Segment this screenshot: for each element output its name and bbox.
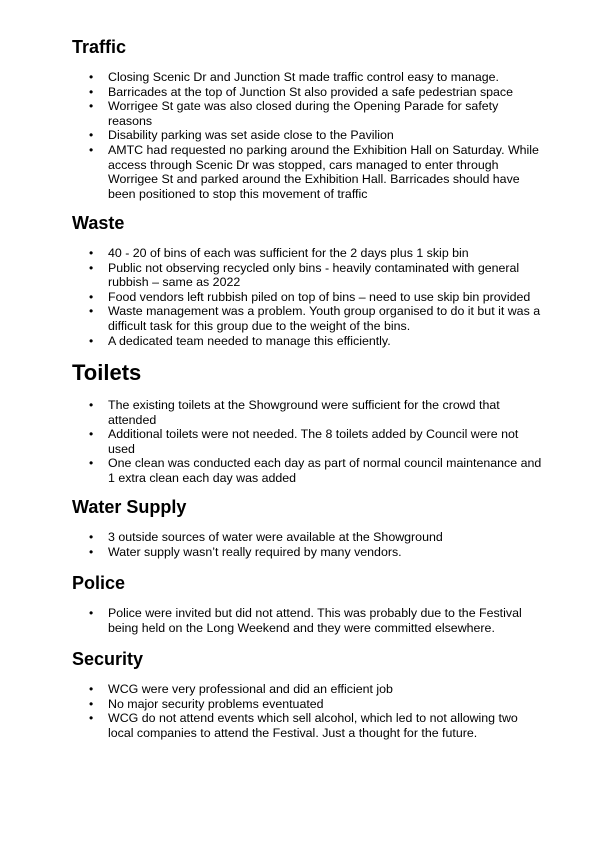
list-item-text: Disability parking was set aside close to the Pavilion [108,128,394,143]
list-item [72,304,542,333]
list-item [72,606,542,635]
bullet-icon: • [89,260,94,275]
bullet-icon: • [89,398,94,412]
bullet-list [72,70,542,201]
bullet-icon: • [89,84,94,99]
bullet-icon: • [89,246,94,260]
list-item [72,85,542,100]
bullet-icon: • [89,606,94,620]
list-item-text: The existing toilets at the Showground were sufficient for the crowd that attended [108,398,500,427]
list-item [72,128,542,143]
list-item-text: Public not observing recycled only bins - heavily contaminated with general rubbish – same as 2022 [108,260,520,290]
bullet-icon: • [89,99,94,114]
list-item-text: A dedicated team needed to manage this efficiently. [108,333,391,348]
list-item-text: WCG do not attend events which sell alcohol, which led to not allowing two local companies to attend the Festival. Just a thought for the future. [108,711,518,740]
bullet-icon: • [89,427,94,442]
list-item [72,334,542,349]
bullet-icon: • [89,289,94,304]
section-security [72,648,542,740]
bullet-icon: • [89,544,94,559]
bullet-list [72,530,542,559]
bullet-icon: • [89,456,94,471]
section-traffic [72,36,542,201]
list-item [72,711,542,740]
bullet-icon: • [89,711,94,726]
list-item-text: No major security problems eventuated [108,696,324,711]
list-item [72,246,542,261]
list-item-text: Food vendors left rubbish piled on top of bins – need to use skip bin provided [108,289,531,304]
list-item-text: Additional toilets were not needed. The 8 toilets added by Council were not used [108,427,519,456]
list-item [72,70,542,85]
bullet-list [72,682,542,740]
bullet-list [72,398,542,486]
list-item [72,261,542,290]
list-item [72,530,542,545]
list-item [72,398,542,427]
bullet-icon: • [89,696,94,711]
list-item-text: Water supply wasn’t really required by many vendors. [108,544,402,559]
bullet-icon: • [89,333,94,348]
list-item [72,99,542,128]
bullet-list [72,606,542,635]
list-item-text: One clean was conducted each day as part of normal council maintenance and 1 extra clean each day was added [108,456,542,485]
list-item [72,682,542,697]
list-item [72,697,542,712]
list-item-text: Barricades at the top of Junction St also provided a safe pedestrian space [108,84,514,99]
list-item-text: Closing Scenic Dr and Junction St made traffic control easy to manage. [108,70,499,84]
bullet-icon: • [89,70,94,84]
list-item-text: Worrigee St gate was also closed during the Opening Parade for safety reasons [108,99,499,128]
section-heading: Security [72,649,144,669]
list-item-text: 40 - 20 of bins of each was sufficient for the 2 days plus 1 skip bin [108,246,469,260]
bullet-list [72,246,542,348]
list-item [72,427,542,456]
list-item-text: Police were invited but did not attend. This was probably due to the Festival being held on the Long Weekend and they were committed elsewhere. [108,606,522,635]
section-heading: Waste [72,213,125,233]
section-heading: Police [72,573,126,593]
list-item [72,545,542,560]
bullet-icon: • [89,530,94,544]
section-heading: Water Supply [72,497,187,517]
section-toilets [72,360,542,486]
bullet-icon: • [89,304,94,319]
section-waste [72,212,542,348]
bullet-icon: • [89,142,94,157]
list-item [72,143,542,201]
list-item [72,456,542,485]
section-police [72,572,542,635]
list-item-text: WCG were very professional and did an efficient job [108,682,393,696]
section-heading: Traffic [72,37,127,57]
list-item-text: AMTC had requested no parking around the Exhibition Hall on Saturday. While access through Scenic Dr was stopped, cars managed to enter through Worrigee St and parked around the Exhibition Hall. Barricades should have been positioned to stop this movement of traffic [108,142,539,201]
list-item-text: 3 outside sources of water were available at the Showground [108,530,443,544]
bullet-icon: • [89,128,94,143]
list-item [72,290,542,305]
list-item-text: Waste management was a problem. Youth group organised to do it but it was a difficult task for this group due to the weight of the bins. [108,304,541,333]
bullet-icon: • [89,682,94,696]
section-heading: Toilets [72,360,142,385]
section-water-supply [72,496,542,559]
